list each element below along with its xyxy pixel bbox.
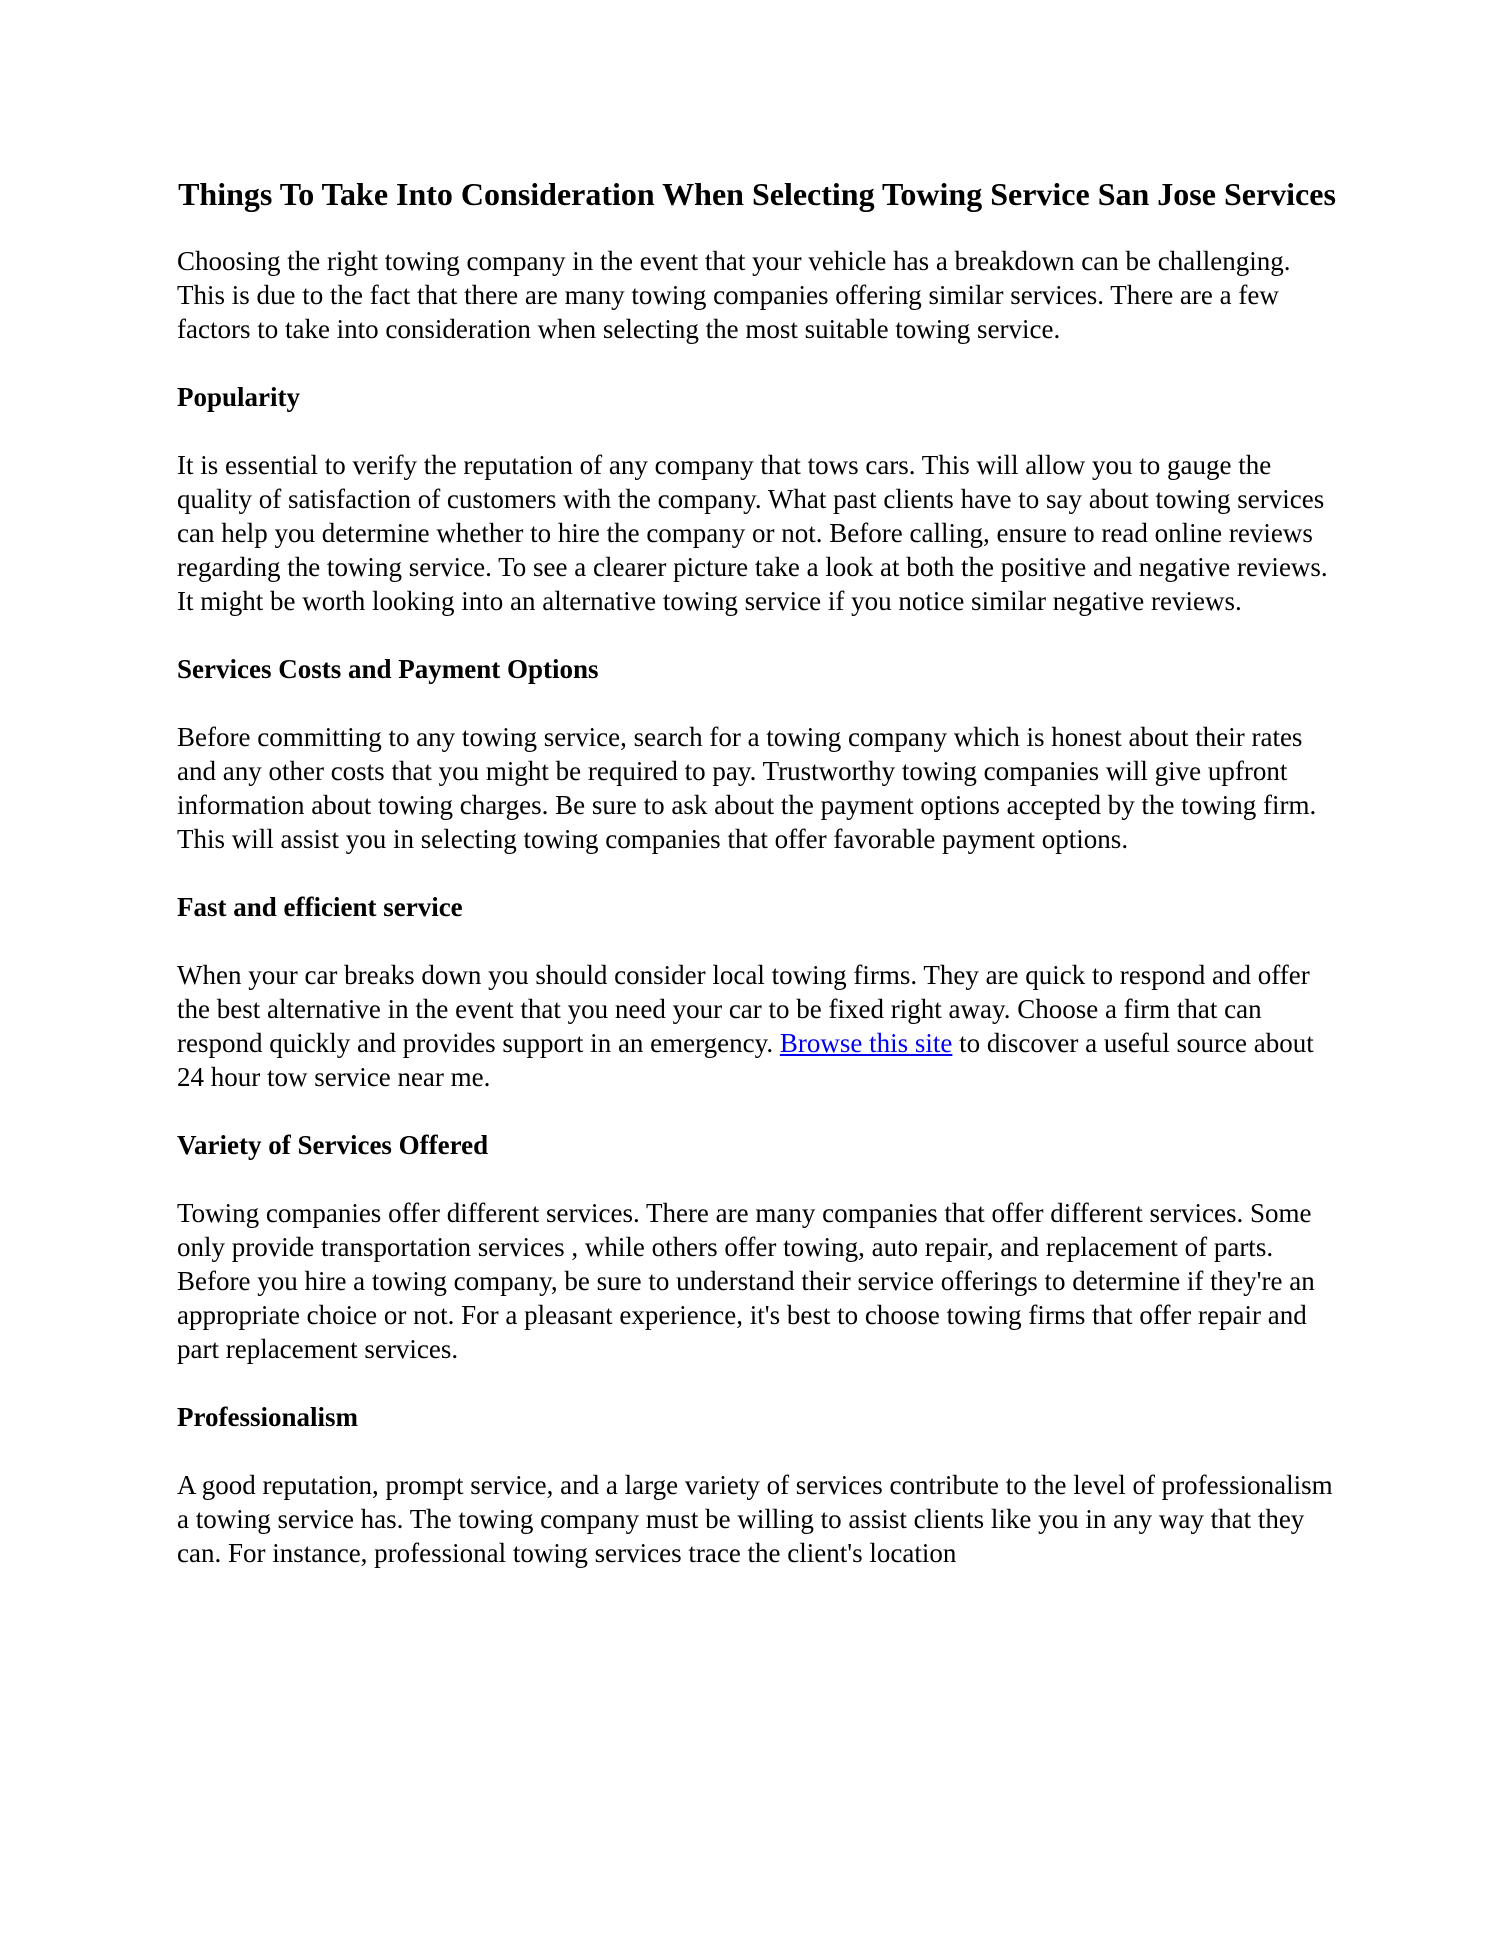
section-heading-professionalism: Professionalism	[177, 1402, 358, 1432]
spacer	[177, 414, 1337, 448]
spacer	[177, 1366, 1337, 1400]
spacer	[177, 1162, 1337, 1196]
spacer	[177, 686, 1337, 720]
document-content	[177, 174, 1337, 1570]
spacer	[177, 618, 1337, 652]
fast-service-text-after-link: to discover a useful source about 24 hour tow service near me.	[177, 1028, 1314, 1092]
spacer	[177, 214, 1337, 244]
fast-service-text-before-link: When your car breaks down you should consider local towing firms. They are quick to respond and offer the best alternative in the event that you need your car to be fixed right away. Choose a firm that can respond quickly and provides support in an emergency.	[177, 960, 1310, 1058]
intro-paragraph: Choosing the right towing company in the event that your vehicle has a breakdown can be challenging. This is due to the fact that there are many towing companies offering similar services. There are a few factors to take into consideration when selecting the most suitable towing service.	[177, 246, 1291, 344]
section-heading-costs: Services Costs and Payment Options	[177, 654, 599, 684]
section-body-fast-service	[177, 958, 1337, 1094]
spacer	[177, 1094, 1337, 1128]
spacer	[177, 1434, 1337, 1468]
section-body-popularity: It is essential to verify the reputation of any company that tows cars. This will allow you to gauge the quality of satisfaction of customers with the company. What past clients have to say about towing services can help you determine whether to hire the company or not. Before calling, ensure to read online reviews regarding the towing service. To see a clearer picture take a look at both the positive and negative reviews. It might be worth looking into an alternative towing service if you notice similar negative reviews.	[177, 450, 1328, 616]
section-body-professionalism: A good reputation, prompt service, and a large variety of services contribute to the level of professionalism a towing service has. The towing company must be willing to assist clients like you in any way that they can. For instance, professional towing services trace the client's location	[177, 1470, 1333, 1568]
section-heading-fast-service: Fast and efficient service	[177, 892, 463, 922]
page-title: Things To Take Into Consideration When Selecting Towing Service San Jose Services	[178, 176, 1336, 212]
browse-site-link[interactable]: Browse this site	[779, 1028, 953, 1058]
section-body-costs: Before committing to any towing service, search for a towing company which is honest about their rates and any other costs that you might be required to pay. Trustworthy towing companies will give upfront information about towing charges. Be sure to ask about the payment options accepted by the towing firm. This will assist you in selecting towing companies that offer favorable payment options.	[177, 722, 1317, 854]
section-heading-popularity: Popularity	[177, 382, 301, 412]
spacer	[177, 346, 1337, 380]
section-body-variety: Towing companies offer different services. There are many companies that offer different services. Some only provide transportation services , while others offer towing, auto repair, and replacement of parts. Before you hire a towing company, be sure to understand their service offerings to determine if they're an appropriate choice or not. For a pleasant experience, it's best to choose towing firms that offer repair and part replacement services.	[177, 1198, 1315, 1364]
spacer	[177, 856, 1337, 890]
section-heading-variety: Variety of Services Offered	[177, 1130, 489, 1160]
spacer	[177, 924, 1337, 958]
